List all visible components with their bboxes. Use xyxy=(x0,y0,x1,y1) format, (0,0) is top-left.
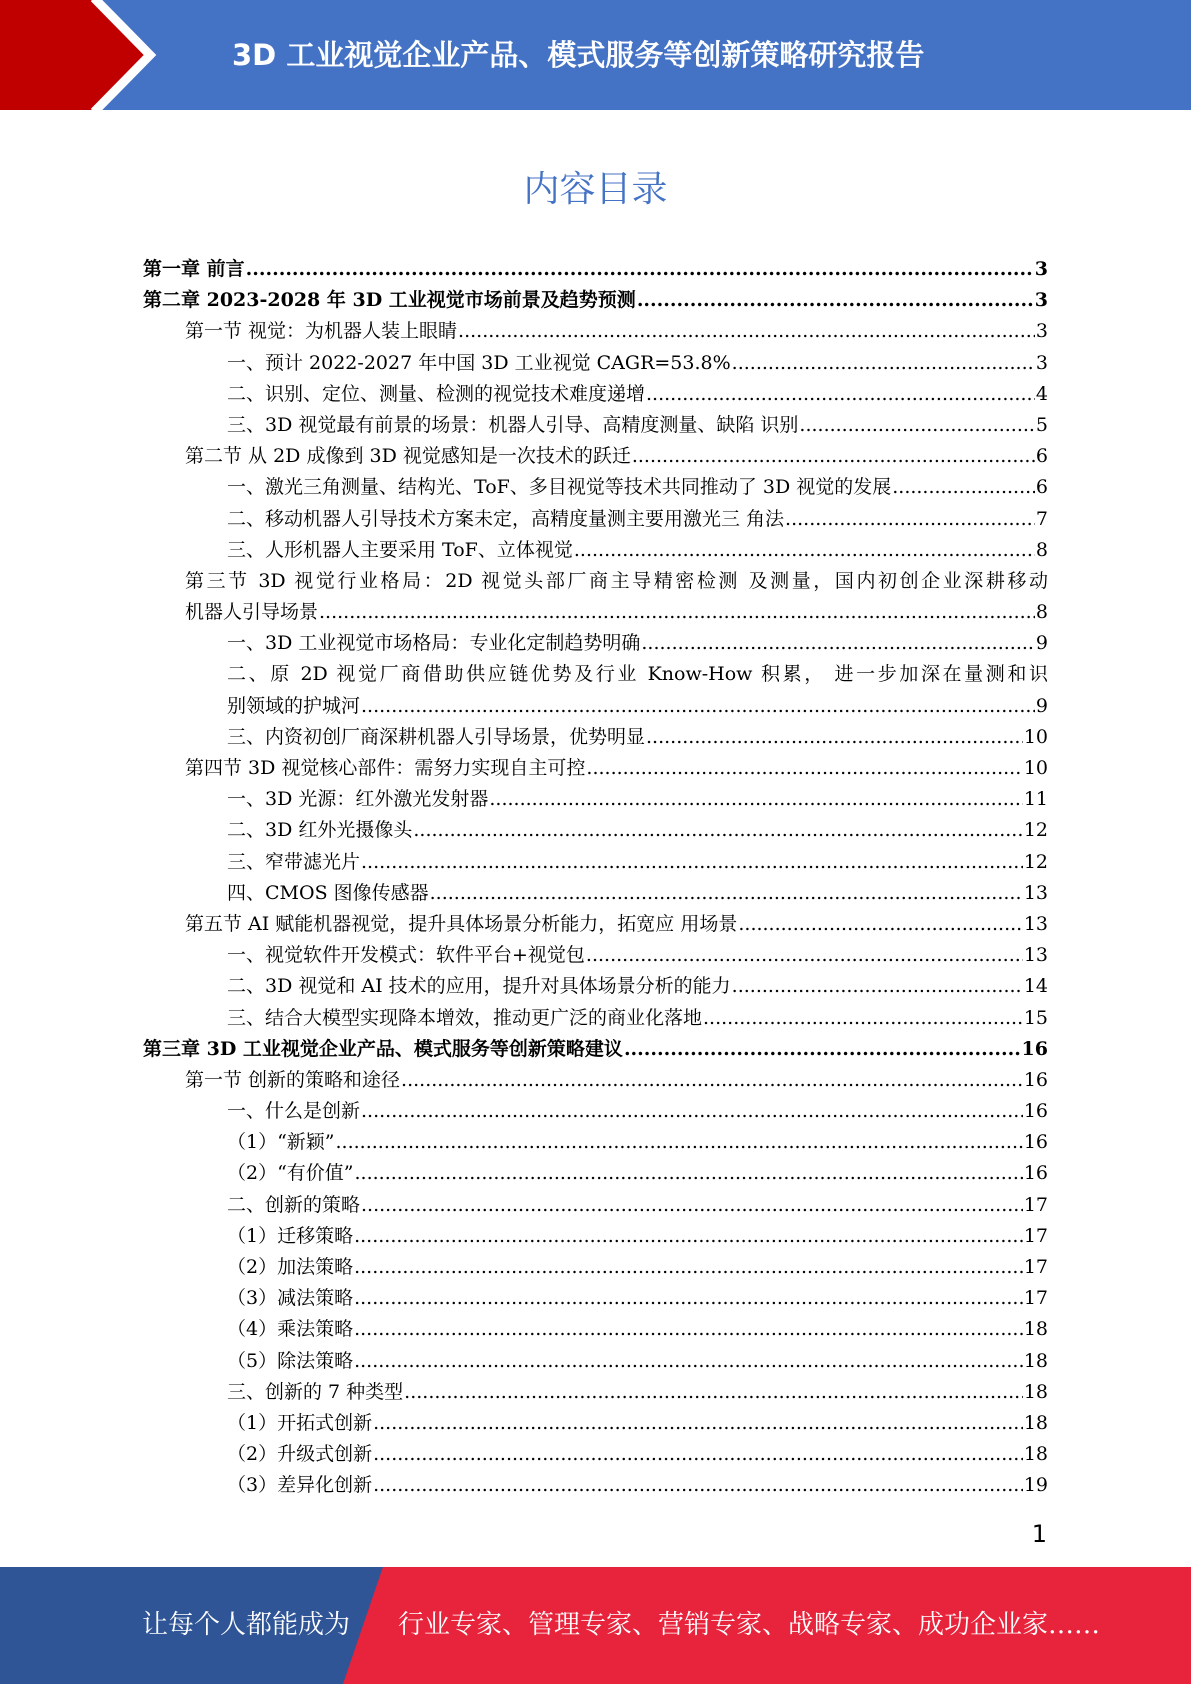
toc-entry-text: 一、什么是创新 xyxy=(227,1100,361,1123)
toc-entry[interactable] xyxy=(143,1190,1048,1221)
toc-leader-dots xyxy=(624,1034,1021,1065)
toc-entry-page: 17 xyxy=(1023,1287,1048,1310)
toc-entry-page: 18 xyxy=(1023,1380,1048,1403)
toc-leader-dots xyxy=(586,940,1023,971)
toc-entry-page: 13 xyxy=(1023,912,1048,935)
toc-leader-dots xyxy=(361,847,1023,878)
toc-entry[interactable] xyxy=(143,1408,1048,1439)
toc-entry-text: 一、预计 2022-2027 年中国 3D 工业视觉 CAGR=53.8% xyxy=(227,351,731,374)
toc-entry-page: 14 xyxy=(1023,975,1048,998)
toc-entry-text: 第一节 创新的策略和途径 xyxy=(185,1068,401,1091)
page-number: 1 xyxy=(1031,1520,1047,1548)
toc-entry-text: 第三章 3D 工业视觉企业产品、模式服务等创新策略建议 xyxy=(143,1037,623,1060)
footer-slogan-right: 行业专家、管理专家、营销专家、战略专家、成功企业家…… xyxy=(398,1610,1101,1640)
toc-leader-dots xyxy=(361,1096,1023,1127)
toc-entry-text: （5）除法策略 xyxy=(227,1349,354,1372)
toc-entry-text: 二、3D 红外光摄像头 xyxy=(227,819,413,842)
toc-leader-dots xyxy=(892,472,1035,503)
toc-entry-page: 9 xyxy=(1035,694,1048,717)
toc-entry-page: 15 xyxy=(1023,1006,1048,1029)
toc-entry[interactable] xyxy=(143,628,1048,659)
toc-entry-page: 17 xyxy=(1023,1256,1048,1278)
toc-leader-dots xyxy=(703,1003,1023,1034)
toc-leader-dots xyxy=(319,597,1035,628)
toc-entry[interactable] xyxy=(143,659,1048,721)
toc-entry-page: 12 xyxy=(1023,850,1048,873)
toc-entry-text: 第二节 从 2D 成像到 3D 视觉感知是一次技术的跃迁 xyxy=(185,445,631,468)
toc-heading: 内容目录 xyxy=(523,169,668,210)
toc-entry-page: 16 xyxy=(1021,1037,1048,1060)
toc-leader-dots xyxy=(738,909,1022,940)
toc-leader-dots xyxy=(646,722,1023,753)
toc-leader-dots xyxy=(632,441,1035,472)
toc-chapter-entry[interactable] xyxy=(143,254,1048,285)
toc-leader-dots xyxy=(641,628,1035,659)
toc-entry-page: 18 xyxy=(1023,1411,1048,1434)
toc-leader-dots xyxy=(354,1252,1023,1283)
toc-entry[interactable] xyxy=(143,1314,1048,1345)
toc-entry[interactable] xyxy=(143,1283,1048,1314)
toc-leader-dots xyxy=(637,285,1034,316)
toc-entry-text: 三、3D 视觉最有前景的场景：机器人引导、高精度测量、缺陷 识别 xyxy=(227,413,799,436)
toc-entry[interactable] xyxy=(143,971,1048,1002)
toc-entry-text: 第二章 2023-2028 年 3D 工业视觉市场前景及趋势预测 xyxy=(143,289,636,312)
toc-entry[interactable] xyxy=(143,878,1048,909)
toc-entry-text: 二、识别、定位、测量、检测的视觉技术难度递增 xyxy=(227,382,646,405)
toc-entry[interactable] xyxy=(143,1127,1048,1158)
toc-entry[interactable] xyxy=(143,753,1048,784)
toc-leader-dots xyxy=(430,878,1023,909)
toc-leader-dots xyxy=(354,1346,1023,1377)
toc-leader-dots xyxy=(361,1190,1023,1221)
toc-entry-text: （3）差异化创新 xyxy=(227,1474,373,1497)
toc-entry-text: 四、CMOS 图像传感器 xyxy=(227,881,429,904)
toc-entry[interactable] xyxy=(143,1096,1048,1127)
toc-entry-text: 一、3D 工业视觉市场格局：专业化定制趋势明确 xyxy=(227,632,641,655)
toc-entry-page: 10 xyxy=(1023,725,1048,748)
toc-entry-text: 第四节 3D 视觉核心部件：需努力实现自主可控 xyxy=(185,757,586,779)
toc-entry-text: 一、视觉软件开发模式：软件平台+视觉包 xyxy=(227,944,585,967)
toc-entry[interactable] xyxy=(143,316,1048,347)
toc-entry-text: 一、3D 光源：红外激光发射器 xyxy=(227,788,489,811)
toc-leader-dots xyxy=(574,535,1035,566)
toc-leader-dots xyxy=(489,784,1022,815)
toc-entry[interactable] xyxy=(143,1065,1048,1096)
report-title: 3D 工业视觉企业产品、模式服务等创新策略研究报告 xyxy=(232,38,925,72)
toc-entry-page: 16 xyxy=(1023,1100,1048,1123)
toc-entry-text: （2）升级式创新 xyxy=(227,1443,373,1466)
toc-entry-page: 16 xyxy=(1023,1068,1048,1091)
toc-entry-text: 二、3D 视觉和 AI 技术的应用，提升对具体场景分析的能力 xyxy=(227,975,731,998)
toc-leader-dots xyxy=(361,691,1035,722)
toc-leader-dots xyxy=(401,1065,1023,1096)
toc-entry-page: 8 xyxy=(1035,601,1048,624)
toc-entry-page: 16 xyxy=(1023,1131,1048,1154)
toc-entry-page: 6 xyxy=(1035,476,1048,499)
toc-entry[interactable] xyxy=(143,472,1048,503)
table-of-contents xyxy=(143,254,1048,1502)
toc-entry-page: 5 xyxy=(1035,413,1048,436)
toc-entry-page: 9 xyxy=(1035,632,1048,655)
toc-leader-dots xyxy=(785,504,1035,535)
toc-entry[interactable] xyxy=(143,847,1048,878)
toc-entry[interactable] xyxy=(143,784,1048,815)
toc-entry-page: 11 xyxy=(1023,788,1048,811)
toc-entry-page: 4 xyxy=(1035,382,1048,405)
toc-entry[interactable] xyxy=(143,1003,1048,1034)
toc-leader-dots xyxy=(732,348,1035,379)
toc-leader-dots xyxy=(354,1283,1023,1314)
toc-entry-text-line1: 二、原 2D 视觉厂商借助供应链优势及行业 Know-How 积累， 进一步加深在量测和识 xyxy=(227,663,1048,686)
toc-entry-text: （2）加法策略 xyxy=(227,1256,354,1278)
toc-entry-text-line1: 第三节 3D 视觉行业格局：2D 视觉头部厂商主导精密检测 及测量，国内初创企业深耕移动 xyxy=(185,569,1048,592)
toc-entry[interactable] xyxy=(143,1346,1048,1377)
toc-entry-page: 7 xyxy=(1035,507,1048,530)
toc-leader-dots xyxy=(354,1314,1023,1345)
toc-entry[interactable] xyxy=(143,504,1048,535)
toc-entry[interactable] xyxy=(143,1470,1048,1501)
toc-entry[interactable] xyxy=(143,722,1048,753)
toc-entry-text: （3）减法策略 xyxy=(227,1287,354,1310)
toc-entry-text: 三、人形机器人主要采用 ToF、立体视觉 xyxy=(227,538,573,561)
toc-entry-page: 19 xyxy=(1023,1474,1048,1497)
toc-leader-dots xyxy=(799,410,1035,441)
toc-leader-dots xyxy=(336,1127,1023,1158)
toc-leader-dots xyxy=(373,1439,1023,1470)
footer-slogan-left: 让每个人都能成为 xyxy=(142,1610,351,1640)
toc-entry-page: 18 xyxy=(1023,1443,1048,1466)
toc-entry-text: （4）乘法策略 xyxy=(227,1318,354,1341)
toc-entry[interactable] xyxy=(143,909,1048,940)
toc-entry-text: （2）“有价值” xyxy=(227,1162,354,1185)
toc-leader-dots xyxy=(246,254,1034,285)
toc-entry-page: 3 xyxy=(1034,258,1048,280)
toc-entry-page: 3 xyxy=(1034,289,1048,312)
toc-entry-text: （1）开拓式创新 xyxy=(227,1411,373,1434)
toc-entry-page: 10 xyxy=(1023,757,1048,779)
toc-entry-page: 6 xyxy=(1035,445,1048,468)
toc-entry-page: 12 xyxy=(1023,819,1048,842)
toc-entry-text: 一、激光三角测量、结构光、ToF、多目视觉等技术共同推动了 3D 视觉的发展 xyxy=(227,476,892,499)
toc-leader-dots xyxy=(373,1470,1023,1501)
toc-entry-text: （1）迁移策略 xyxy=(227,1224,354,1247)
toc-entry[interactable] xyxy=(143,566,1048,628)
toc-leader-dots xyxy=(458,316,1035,347)
toc-entry[interactable] xyxy=(143,379,1048,410)
toc-entry-text: 别领域的护城河 xyxy=(227,694,361,717)
toc-chapter-entry[interactable] xyxy=(143,1034,1048,1065)
toc-entry-text: 三、内资初创厂商深耕机器人引导场景，优势明显 xyxy=(227,725,646,748)
toc-entry-page: 18 xyxy=(1023,1318,1048,1341)
toc-leader-dots xyxy=(373,1408,1023,1439)
toc-chapter-entry[interactable] xyxy=(143,285,1048,316)
toc-entry[interactable] xyxy=(143,1158,1048,1189)
toc-entry-page: 13 xyxy=(1023,944,1048,967)
toc-entry[interactable] xyxy=(143,1252,1048,1283)
toc-entry-page: 13 xyxy=(1023,881,1048,904)
toc-entry-text: 三、窄带滤光片 xyxy=(227,850,361,873)
toc-leader-dots xyxy=(413,815,1022,846)
toc-entry[interactable] xyxy=(143,348,1048,379)
toc-entry[interactable] xyxy=(143,535,1048,566)
toc-entry-text: 第一章 前言 xyxy=(143,258,245,280)
toc-entry[interactable] xyxy=(143,940,1048,971)
toc-entry[interactable] xyxy=(143,441,1048,472)
toc-entry-page: 16 xyxy=(1023,1162,1048,1185)
toc-entry-page: 8 xyxy=(1035,538,1048,561)
toc-entry-text: 三、结合大模型实现降本增效，推动更广泛的商业化落地 xyxy=(227,1006,703,1029)
toc-leader-dots xyxy=(646,379,1035,410)
toc-entry-text: 机器人引导场景 xyxy=(185,601,319,624)
toc-entry-text: 三、创新的 7 种类型 xyxy=(227,1380,404,1403)
toc-leader-dots xyxy=(732,971,1023,1002)
toc-entry[interactable] xyxy=(143,1439,1048,1470)
toc-entry-page: 17 xyxy=(1023,1193,1048,1216)
page-header xyxy=(0,0,1191,110)
toc-leader-dots xyxy=(355,1158,1023,1189)
toc-entry-text: 二、移动机器人引导技术方案未定，高精度量测主要用激光三 角法 xyxy=(227,507,785,530)
toc-entry-text: 第一节 视觉：为机器人装上眼睛 xyxy=(185,320,458,343)
toc-entry-text: （1）“新颖” xyxy=(227,1131,335,1154)
toc-entry-text: 二、创新的策略 xyxy=(227,1193,361,1216)
toc-entry[interactable] xyxy=(143,410,1048,441)
toc-entry[interactable] xyxy=(143,1221,1048,1252)
page-footer xyxy=(0,1567,1191,1684)
toc-leader-dots xyxy=(404,1377,1023,1408)
toc-entry-page: 3 xyxy=(1035,320,1048,343)
toc-leader-dots xyxy=(586,753,1022,784)
toc-entry[interactable] xyxy=(143,1377,1048,1408)
toc-entry-page: 17 xyxy=(1023,1224,1048,1247)
toc-entry-page: 18 xyxy=(1023,1349,1048,1372)
toc-leader-dots xyxy=(354,1221,1023,1252)
toc-entry[interactable] xyxy=(143,815,1048,846)
toc-entry-page: 3 xyxy=(1035,351,1048,374)
toc-entry-text: 第五节 AI 赋能机器视觉，提升具体场景分析能力，拓宽应 用场景 xyxy=(185,912,738,935)
